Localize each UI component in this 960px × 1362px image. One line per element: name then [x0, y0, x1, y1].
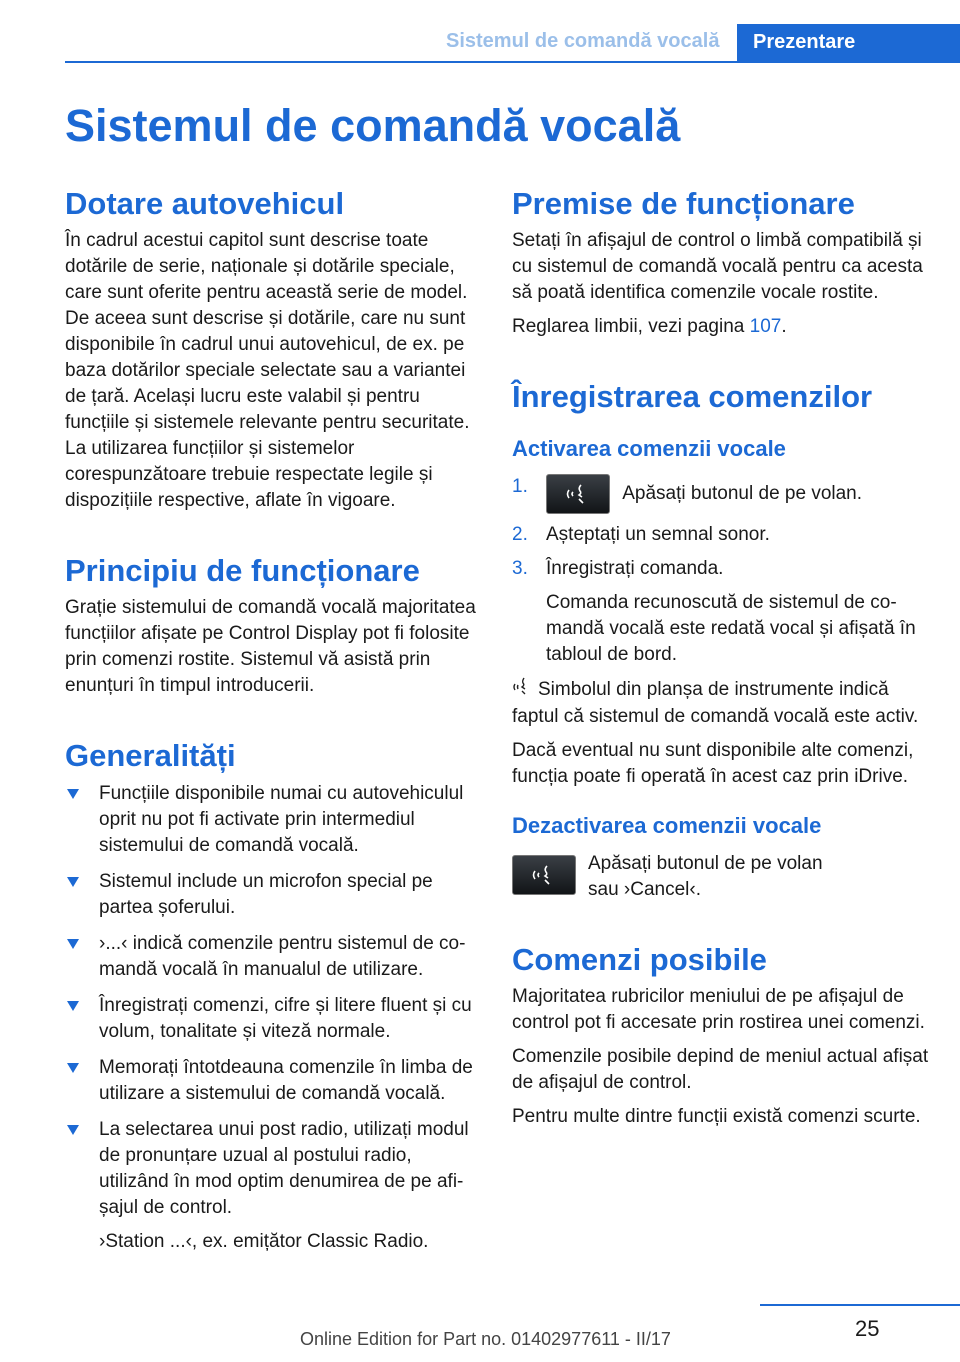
page-title: Sistemul de comandă vocală [65, 100, 681, 151]
list-item: ›...‹ indică comenzile pentru sistemul de comandă vocală în manualul de utilizare. [65, 931, 480, 983]
list-item: Funcțiile disponibile numai cu autovehiculul oprit nu pot fi activate prin intermediul sistemului de comandă vocală. [65, 781, 480, 859]
page-number: 25 [855, 1316, 880, 1341]
footer-edition: Online Edition for Part no. 01402977611 - II/17 [300, 1329, 671, 1349]
premise-reference: Reglarea limbii, vezi pagina 107. [512, 316, 787, 338]
right-column [512, 185, 932, 1138]
voice-symbol-icon [512, 676, 532, 704]
step3-note: Comanda recunoscută de sistemul de comandă vocală este redată vocal și afișată în tabloul de bord. [546, 591, 916, 665]
list-item: Înregistrați comenzi, cifre și litere fluent și cu volum, tonalitate și viteză normale. [65, 993, 480, 1045]
step-item: 2. Așteptați un semnal sonor. [512, 523, 770, 545]
deactivation-row [512, 851, 932, 911]
section-title-principiu: Principiu de funcționare [65, 553, 420, 589]
comenzi-p3: Pentru multe dintre funcții există comenzi scurte. [512, 1105, 921, 1127]
subsection-title-activare: Activarea comenzii vocale [512, 436, 786, 462]
triangle-bullet-icon [67, 1063, 79, 1073]
activation-steps [512, 474, 932, 668]
voice-command-button-icon [546, 474, 610, 514]
generalitati-list [65, 781, 480, 1255]
header-tab[interactable]: Prezentare [737, 24, 960, 62]
header-rule [65, 61, 960, 63]
triangle-bullet-icon [67, 1001, 79, 1011]
comenzi-p2: Comenzile posibile depind de meniul actual afișat de afișajul de control. [512, 1045, 929, 1093]
section-title-premise: Premise de funcționare [512, 186, 855, 221]
other-note: Dacă eventual nu sunt disponibile alte comenzi, funcția poate fi operată în acest caz prin iDrive. [512, 739, 914, 787]
left-column [65, 185, 480, 1265]
step-item: 1. Apăsați butonul de pe volan. [512, 474, 932, 514]
deactivation-text: Apăsați butonul de pe volan sau ›Cancel‹. [588, 852, 823, 900]
symbol-note: Simbolul din planșa de instrumente indică faptul că sistemul de comandă vocală este activ. [512, 676, 932, 730]
subsection-title-dezactivare: Dezactivarea comenzii vocale [512, 812, 822, 838]
section-title-comenzi: Comenzi posibile [512, 941, 767, 977]
list-item: Memorați întotdeauna comenzile în limba de utilizare a sistemului de comandă vocală. [65, 1055, 480, 1107]
triangle-bullet-icon [67, 877, 79, 887]
triangle-bullet-icon [67, 1125, 79, 1135]
comenzi-p1: Majoritatea rubricilor meniului de pe afișajul de control pot fi accesate prin rostirea unei comenzi. [512, 985, 925, 1033]
header-section-title: Sistemul de comandă vocală [446, 30, 720, 52]
voice-command-button-icon [512, 855, 576, 895]
footer-rule [760, 1304, 960, 1306]
station-note: ›Station ...‹, ex. emițător Classic Radio. [99, 1230, 429, 1252]
list-item: La selectarea unui post radio, utilizați modul de pronunțare uzual al postului radio, utilizând în mod optim denumirea de pe afișajul de control. ›Station ...‹, ex. emițător Classic Radio. [65, 1117, 480, 1255]
section-title-generalitati: Generalități [65, 738, 236, 774]
principiu-text: Grație sistemului de comandă vocală majoritatea funcțiilor afișate pe Control Display pot fi folosite prin comenzi rostite. Sistemul vă asistă prin enunțuri în timpul introducerii. [65, 597, 476, 697]
step-item: 3. Înregistrați comanda. Comanda recunoscută de sistemul de comandă vocală este redată vocal și afișată în tabloul de bord. [512, 556, 932, 668]
page-link[interactable]: 107 [749, 316, 782, 338]
list-item: Sistemul include un microfon special pe partea șoferului. [65, 869, 480, 921]
section-title-inregistrare: Înregistrarea comenzilor [512, 379, 873, 415]
triangle-bullet-icon [67, 939, 79, 949]
triangle-bullet-icon [67, 789, 79, 799]
section-title-dotare: Dotare autovehicul [65, 186, 345, 221]
dotare-text: În cadrul acestui capitol sunt descrise toate dotările de serie, naționale și dotările speciale, care sunt oferite pentru această serie de model. De aceea sunt descrise și dotările, care nu sunt disponibile în cadrul unui autovehicul, de ex. pe baza dotărilor speciale selectate sau a variantei de țară. Același lucru este valabil și pentru funcțiile și sistemele relevante pentru securitate. La utilizarea funcțiilor și sistemelor corespunzătoare trebuie respectate legile și dispozițiile respective, aflate în vigoare. [65, 230, 470, 512]
premise-text: Setați în afișajul de control o limbă compatibilă și cu sistemul de comandă vocală pentru ca acesta să poată identifica comenzile vocale rostite. [512, 230, 923, 304]
